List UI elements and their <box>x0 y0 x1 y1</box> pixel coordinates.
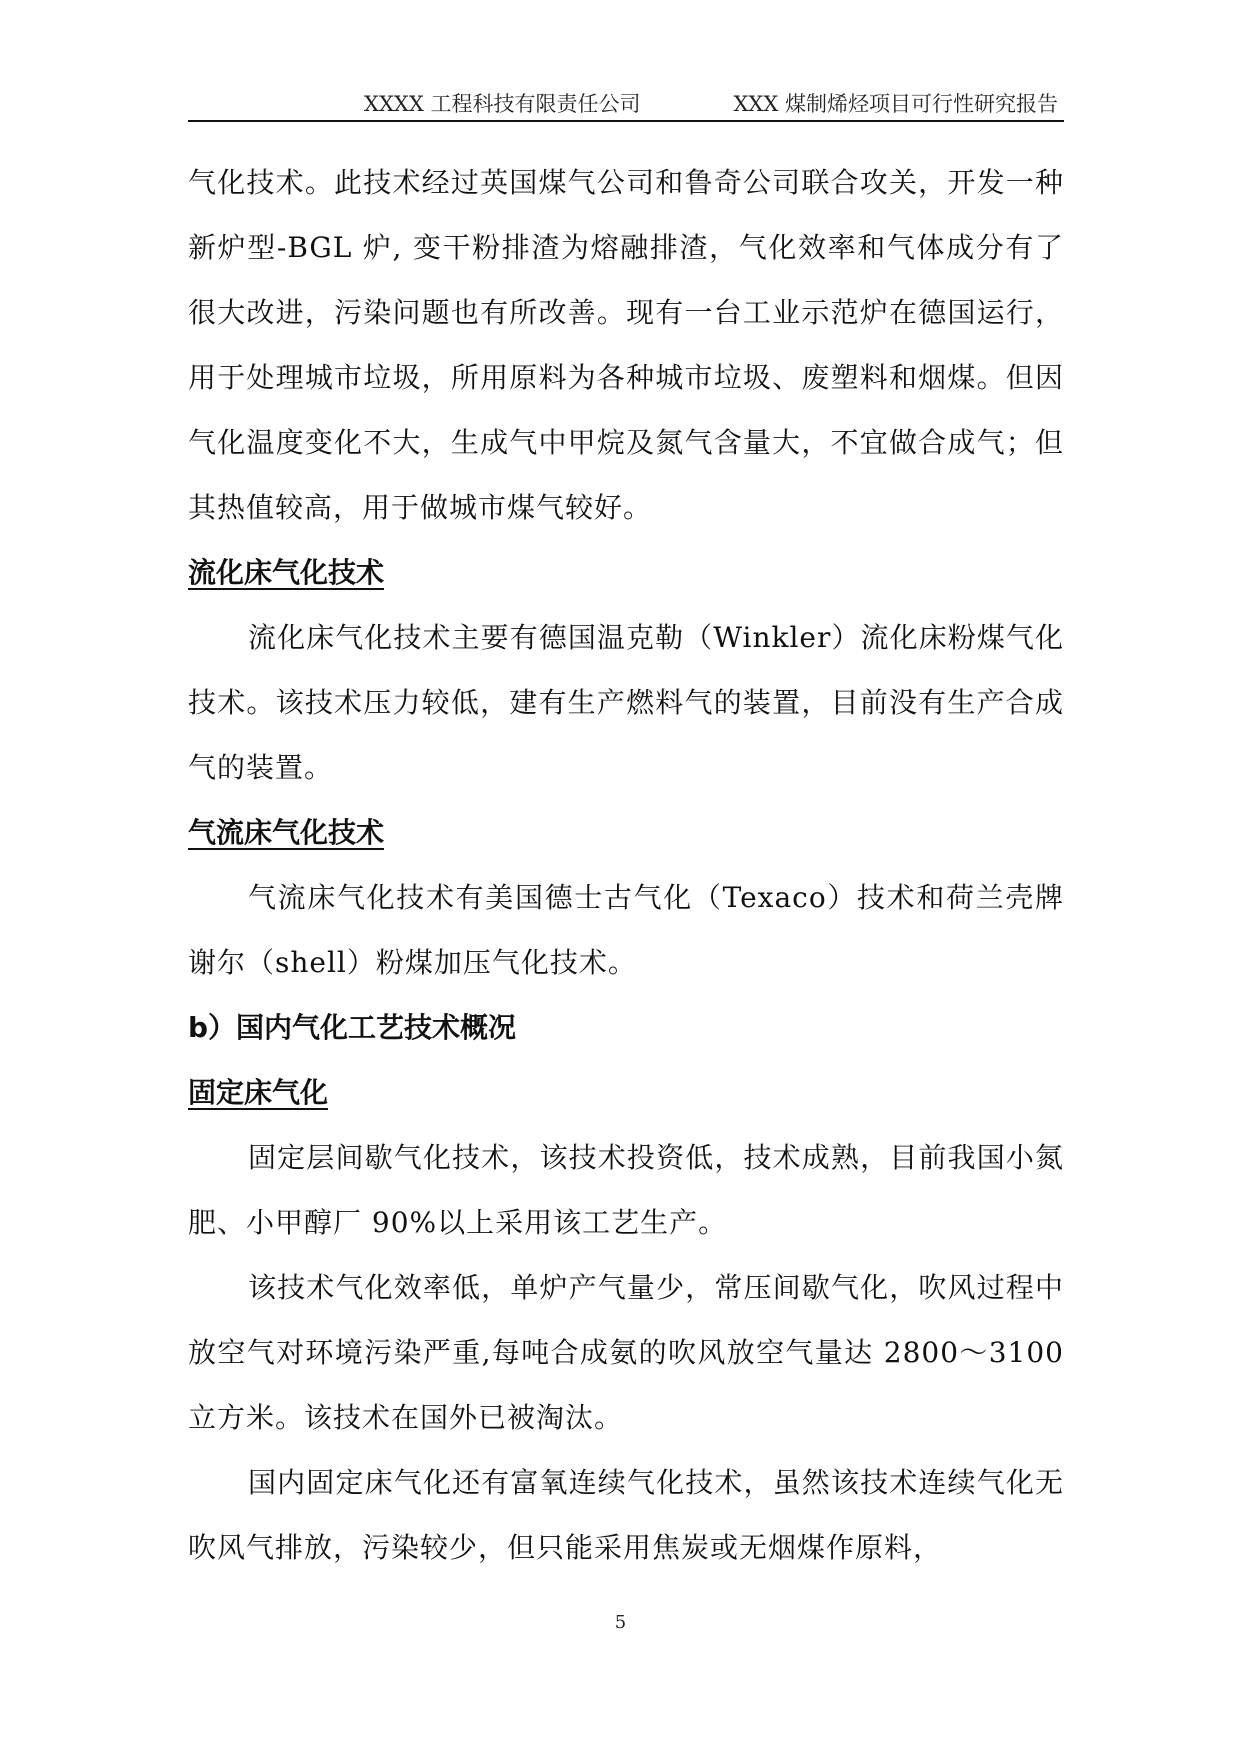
document-body <box>188 150 1064 1580</box>
heading-fluidized-bed <box>188 540 1064 605</box>
paragraph-fixed-bed-3: 国内固定床气化还有富氧连续气化技术，虽然该技术连续气化无吹风气排放，污染较少，但只能采用焦炭或无烟煤作原料， <box>188 1466 1064 1564</box>
page-header <box>188 88 1064 118</box>
heading-entrained-flow <box>188 800 1064 865</box>
header-company: XXXX 工程科技有限责任公司 <box>364 92 641 116</box>
heading-fixed-bed-text: 固定床气化 <box>188 1076 329 1109</box>
header-report-title: XXX 煤制烯烃项目可行性研究报告 <box>733 92 1058 116</box>
heading-fluidized-bed-text: 流化床气化技术 <box>188 556 385 589</box>
heading-fixed-bed <box>188 1060 1064 1125</box>
page-number: 5 <box>614 1612 627 1633</box>
heading-domestic-overview: b）国内气化工艺技术概况 <box>188 1011 517 1044</box>
paragraph-bgl: 气化技术。此技术经过英国煤气公司和鲁奇公司联合攻关，开发一种新炉型-BGL 炉, 变干粉排渣为熔融排渣，气化效率和气体成分有了很大改进，污染问题也有所改善。现有一台工业示范炉在德国运行，用于处理城市垃圾，所用原料为各种城市垃圾、废塑料和烟煤。但因气化温度变化不大，生成气中甲烷及氮气含量大，不宜做合成气；但其热值较高，用于做城市煤气较好。 <box>188 166 1064 524</box>
paragraph-entrained-flow: 气流床气化技术有美国德士古气化（Texaco）技术和荷兰壳牌谢尔（shell）粉煤加压气化技术。 <box>188 881 1064 979</box>
paragraph-fluidized-bed: 流化床气化技术主要有德国温克勒（Winkler）流化床粉煤气化技术。该技术压力较低，建有生产燃料气的装置，目前没有生产合成气的装置。 <box>188 621 1064 784</box>
paragraph-fixed-bed-1: 固定层间歇气化技术，该技术投资低，技术成熟，目前我国小氮肥、小甲醇厂 90%以上采用该工艺生产。 <box>188 1141 1064 1239</box>
header-divider <box>188 120 1064 122</box>
heading-entrained-flow-text: 气流床气化技术 <box>188 816 385 849</box>
paragraph-fixed-bed-2: 该技术气化效率低，单炉产气量少，常压间歇气化，吹风过程中放空气对环境污染严重,每吨合成氨的吹风放空气量达 2800～3100 立方米。该技术在国外已被淘汰。 <box>188 1271 1064 1434</box>
